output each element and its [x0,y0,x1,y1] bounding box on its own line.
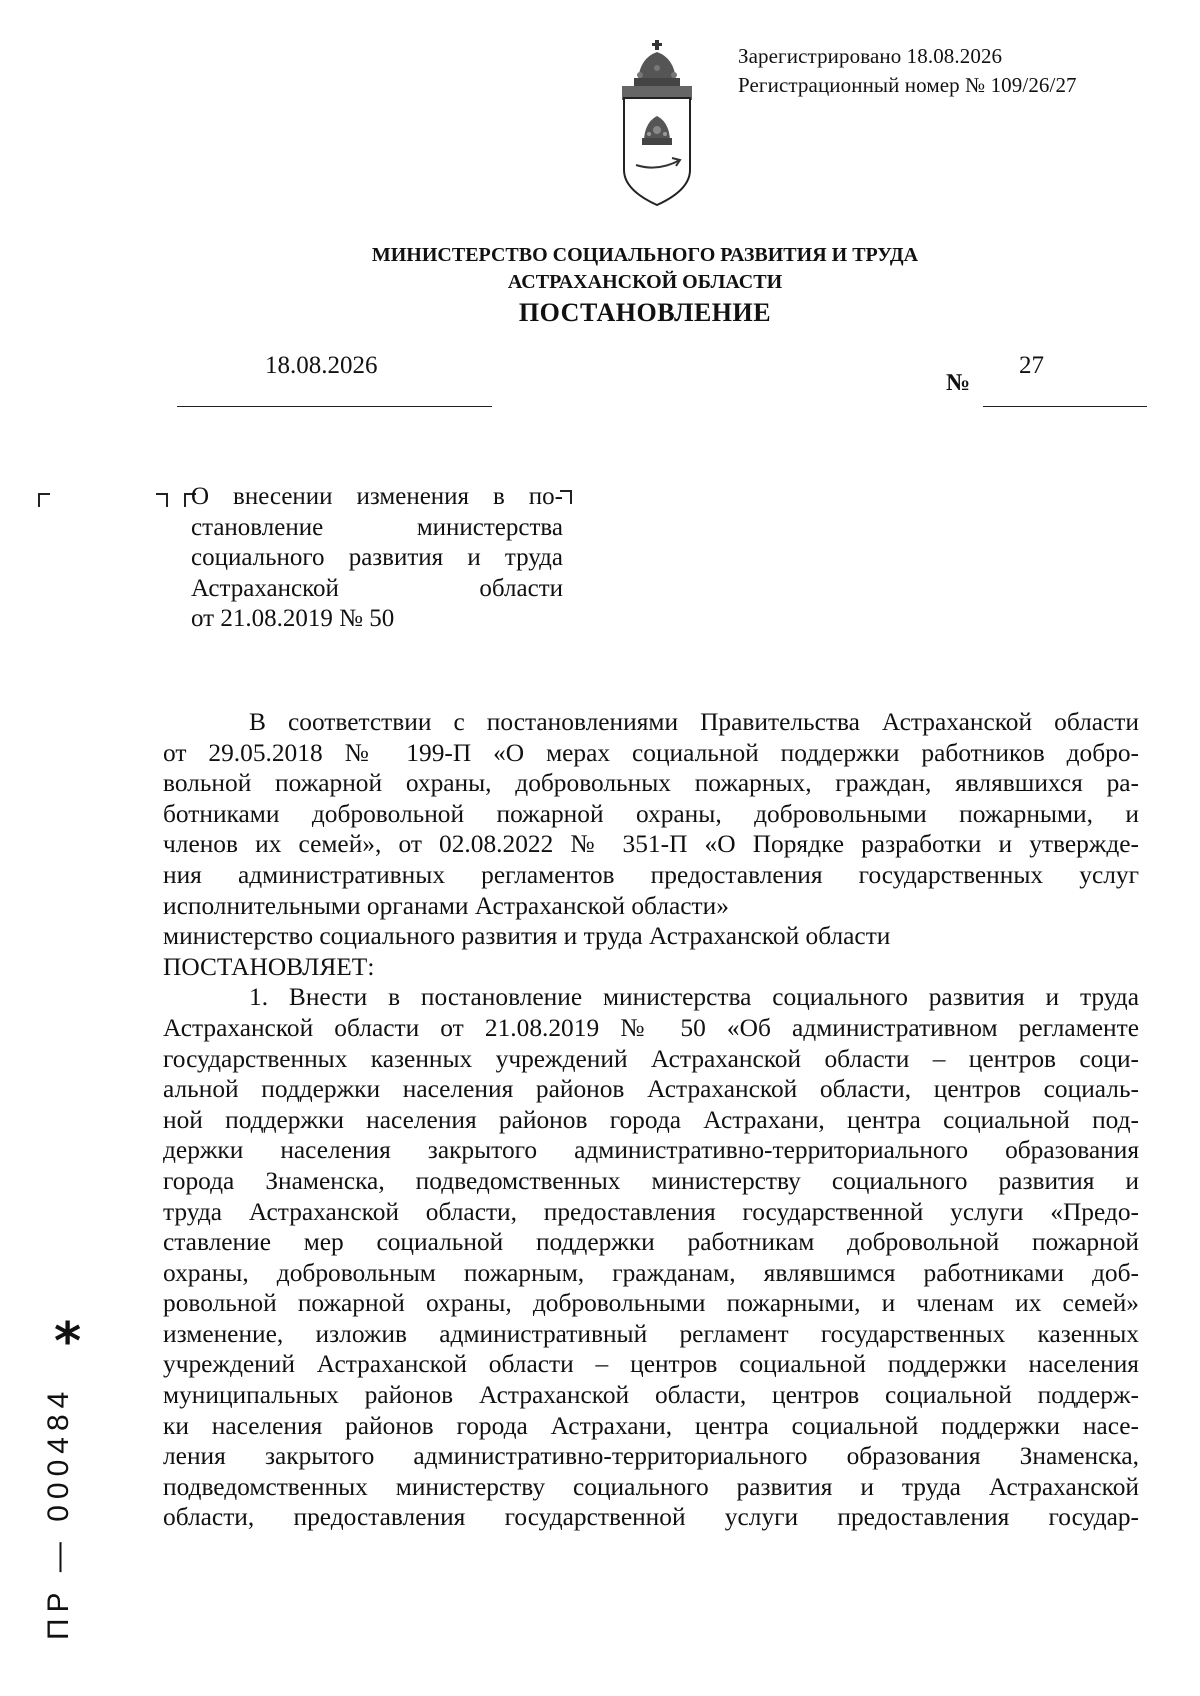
body-line: от 29.05.2018 № 199-П «О мерах социальной поддержки работников добро- [163,738,1139,767]
body-line: ки населения районов города Астрахани, центра социальной поддержки насе- [163,1411,1139,1440]
body-line: изменение, изложив административный регламент государственных казенных [163,1319,1139,1348]
body-line: ления закрытого административно-территориального образования Знаменска, [163,1442,1139,1471]
body-line: ставление мер социальной поддержки работникам добровольной пожарной [163,1228,1139,1257]
body-line: муниципальных районов Астраханской области, центров социальной поддерж- [163,1381,1139,1410]
registration-stamp [738,42,1077,100]
subject-line: Астраханской области [191,574,563,602]
number-label: № [946,370,971,396]
body-line: охраны, добровольным пожарным, гражданам, являвшимся работниками доб- [163,1258,1139,1287]
body-line: Астраханской области от 21.08.2019 № 50 «Об административном регламенте [163,1013,1139,1042]
subject-line: от 21.08.2019 № 50 [191,605,395,632]
body-line: области, предоставления государственной услуги предоставления государ- [163,1503,1139,1532]
body-line: ной поддержки населения районов города Астрахани, центра социальной под- [163,1105,1139,1134]
document-body [163,707,1139,1533]
body-line: учреждений Астраханской области – центров социальной поддержки населения [163,1350,1139,1379]
corner-mark [38,493,50,507]
body-line: ботниками добровольной пожарной охраны, добровольными пожарными, и [163,799,1139,828]
subject-line: социального развития и труда [191,544,563,571]
body-line: государственных казенных учреждений Астраханской области – центров соци- [163,1044,1139,1073]
body-line: исполнительными органами Астраханской области» [163,891,729,920]
body-line: держки населения закрытого административно-территориального образования [163,1136,1139,1165]
body-line: ПОСТАНОВЛЯЕТ: [163,952,375,981]
document-subject [191,482,563,635]
registration-number: Регистрационный номер № 109/26/27 [738,73,1077,97]
date-field [177,352,492,407]
registration-date: Зарегистрировано 18.08.2026 [738,44,1003,68]
number-field [983,352,1147,407]
body-line: вольной пожарной охраны, добровольных пожарных, граждан, являвшихся ра- [163,769,1139,798]
body-line: подведомственных министерству социального развития и труда Астраханской [163,1472,1139,1501]
body-line: членов их семей», от 02.08.2022 № 351-П «О Порядке разработки и утвержде- [163,830,1139,859]
document-type: ПОСТАНОВЛЕНИЕ [518,298,772,327]
body-line: ния административных регламентов предоставления государственных услуг [163,860,1139,889]
body-line: 1. Внести в постановление министерства социального развития и труда [249,983,1139,1012]
ministry-name [300,242,990,296]
subject-line: становление министерства [191,513,563,541]
margin-document-code: ПР — 000484 [42,1385,75,1640]
margin-asterisk: * [54,1312,82,1372]
body-line: министерство социального развития и труда Астраханской области [163,922,891,951]
body-line: ровольной пожарной охраны, добровольными пожарными, и членам их семей» [163,1289,1139,1318]
subject-line: О внесении изменения в по- [191,483,563,510]
document-date: 18.08.2026 [265,352,378,379]
body-line: альной поддержки населения районов Астраханской области, центров социаль- [163,1075,1139,1104]
coat-of-arms-icon [618,40,696,210]
ministry-name-line2: АСТРАХАНСКОЙ ОБЛАСТИ [507,271,783,293]
body-line: города Знаменска, подведомственных министерству социального развития и [163,1166,1139,1195]
corner-mark [156,493,168,507]
ministry-name-line1: МИНИСТЕРСТВО СОЦИАЛЬНОГО РАЗВИТИЯ И ТРУДА [371,244,919,266]
body-line: труда Астраханской области, предоставления государственной услуги «Предо- [163,1197,1139,1226]
document-number: 27 [1019,352,1044,379]
body-line: В соответствии с постановлениями Правительства Астраханской области [249,708,1139,736]
